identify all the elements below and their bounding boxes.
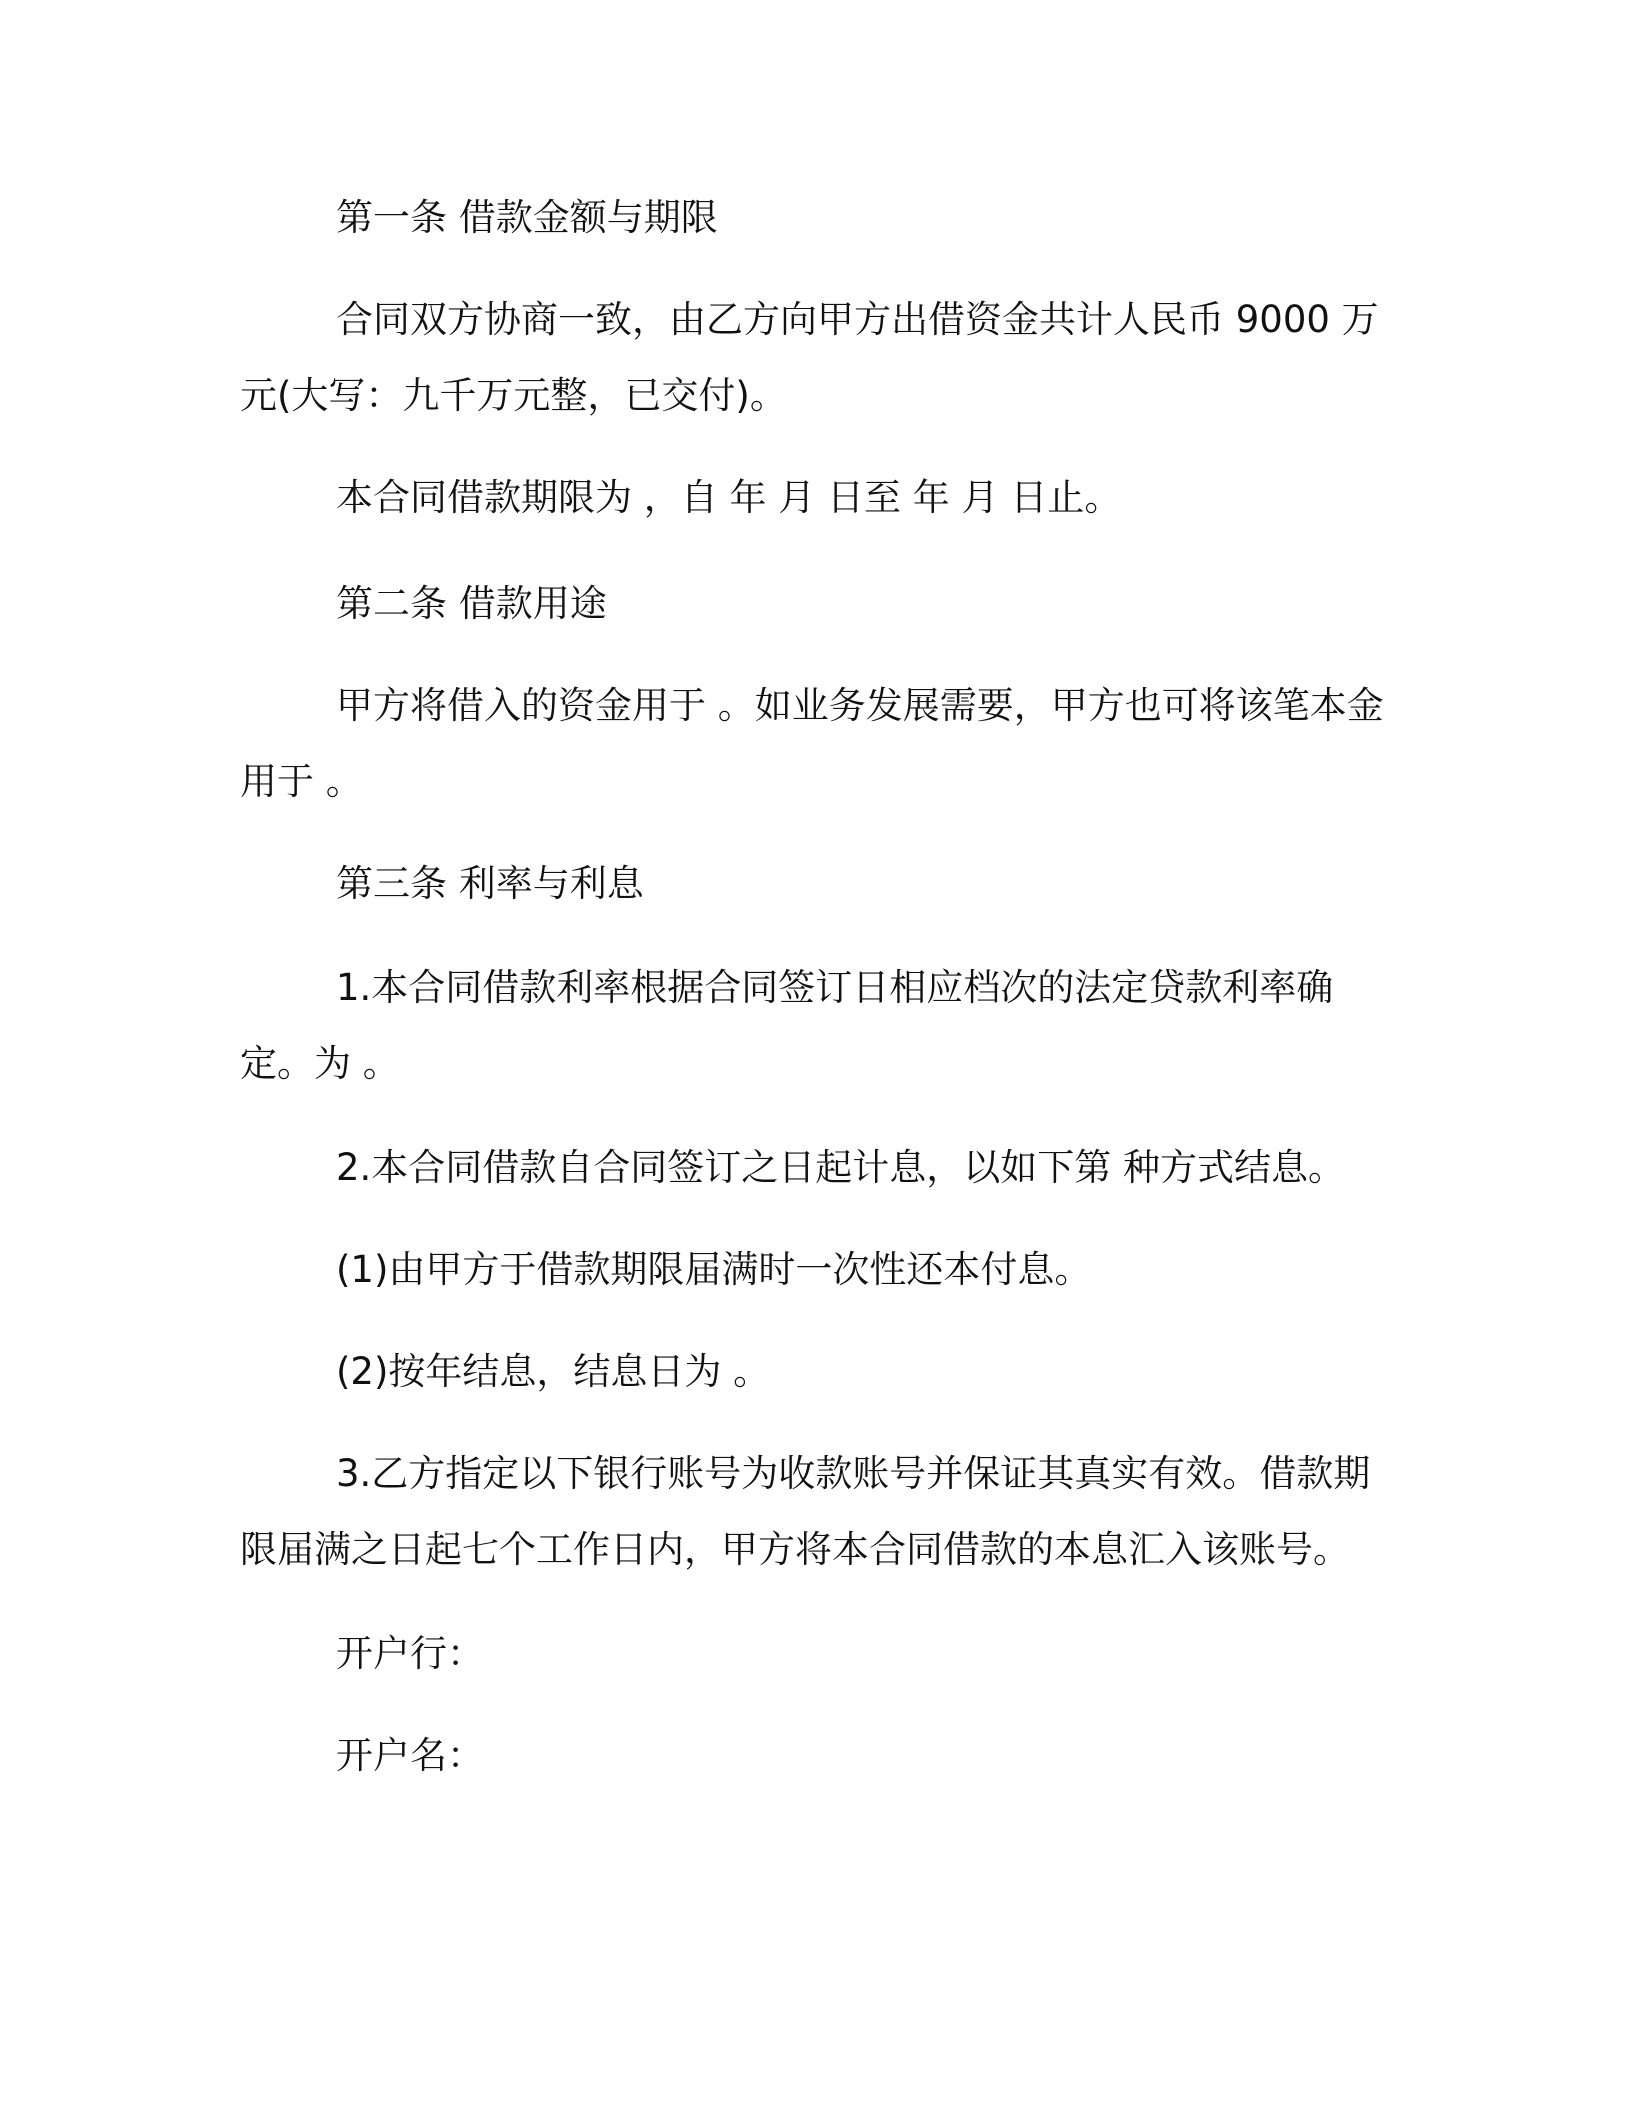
article-3-clause-2: 2.本合同借款自合同签订之日起计息，以如下第 种方式结息。 [336, 1146, 1346, 1189]
article-3-clause-1: 1.本合同借款利率根据合同签订日相应档次的法定贷款利率确定。为 。 [240, 966, 1334, 1085]
article-2-heading: 第二条 借款用途 [336, 582, 607, 625]
article-3-option-1: (1)由甲方于借款期限届满时一次性还本付息。 [336, 1248, 1092, 1291]
article-3-heading: 第三条 利率与利息 [336, 862, 644, 905]
article-1-term-paragraph: 本合同借款期限为 ，自 年 月 日至 年 月 日止。 [336, 476, 1122, 519]
article-1-amount-paragraph: 合同双方协商一致，由乙方向甲方出借资金共计人民币 9000 万元(大写：九千万元整，已交付)。 [240, 298, 1379, 417]
article-3-clause-3: 3.乙方指定以下银行账号为收款账号并保证其真实有效。借款期限届满之日起七个工作日内，甲方将本合同借款的本息汇入该账号。 [240, 1452, 1371, 1571]
article-1-heading: 第一条 借款金额与期限 [336, 196, 718, 239]
article-2-purpose-paragraph: 甲方将借入的资金用于 。如业务发展需要，甲方也可将该笔本金用于 。 [240, 684, 1384, 803]
account-name-line: 开户名： [336, 1734, 484, 1777]
article-3-option-2: (2)按年结息，结息日为 。 [336, 1350, 771, 1393]
bank-name-line: 开户行： [336, 1632, 484, 1675]
